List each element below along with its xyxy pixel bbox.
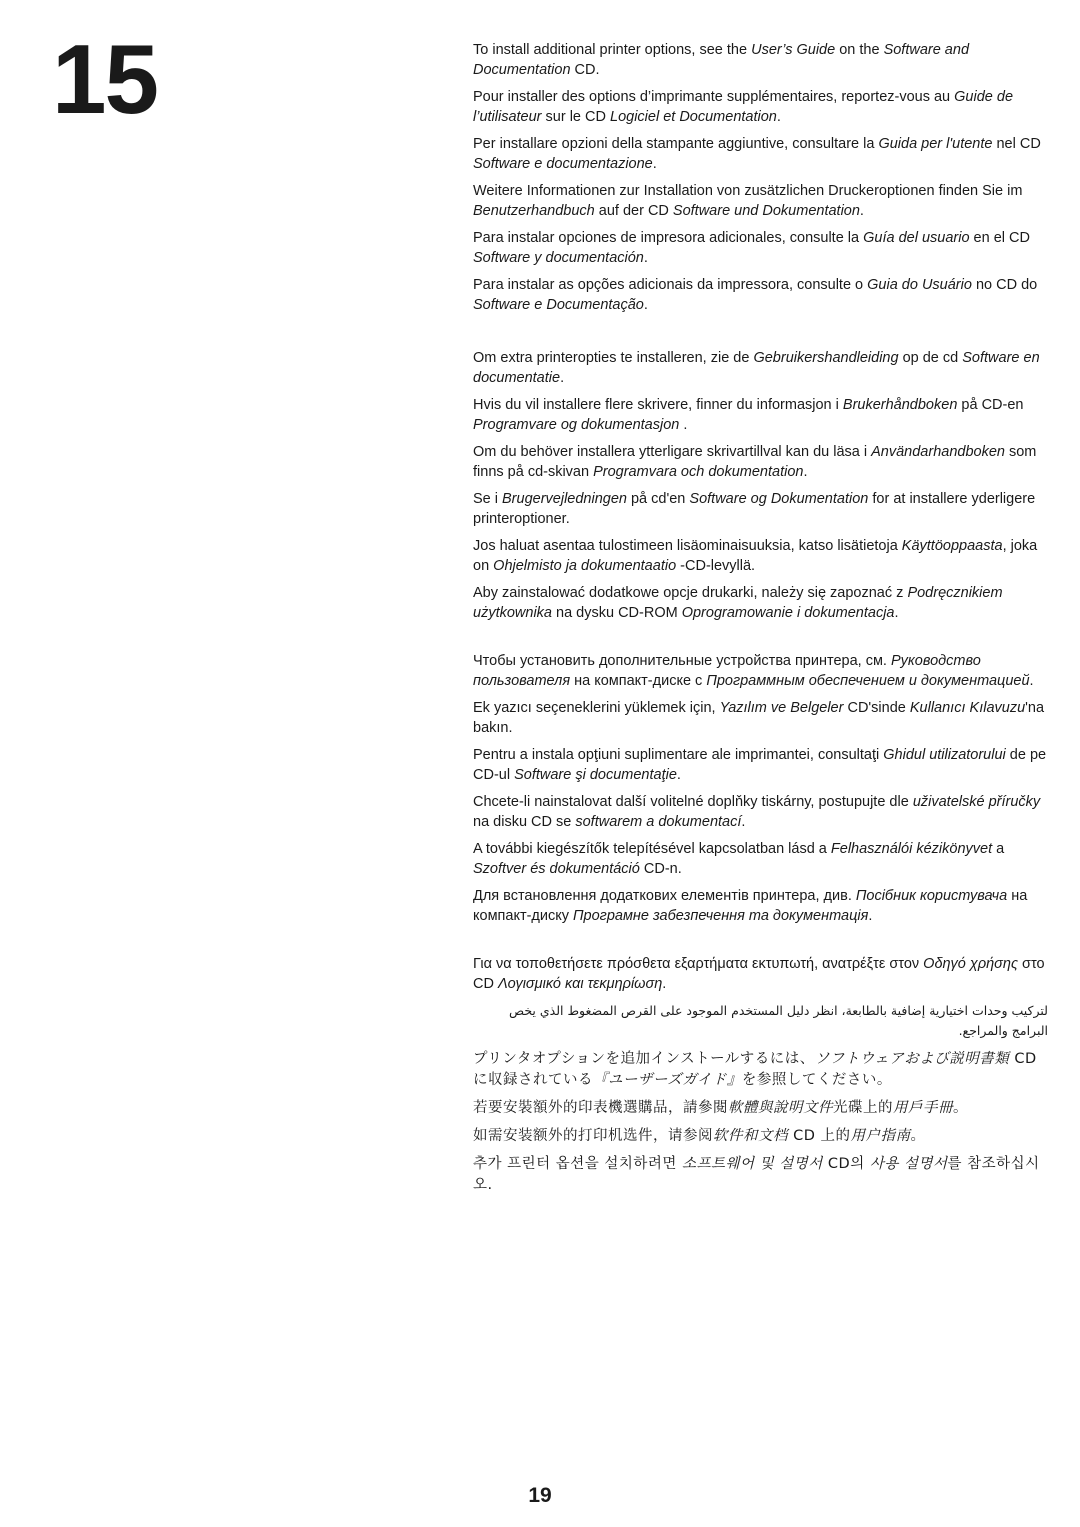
document-title-text: 소프트웨어 및 설명서: [682, 1156, 823, 1172]
paragraph-text: 如需安装额外的打印机选件，请参阅: [473, 1128, 713, 1144]
document-title-text: 軟體與說明文件: [728, 1100, 833, 1116]
paragraph-text: Weitere Informationen zur Installation von zusätzlichen Druckeroptionen finden Sie im: [473, 183, 1023, 199]
paragraph-text: 를 참조하십시오.: [473, 1156, 1040, 1193]
paragraph-text: 若要安裝額外的印表機選購品，請參閱: [473, 1100, 728, 1116]
paragraph-text: Jos haluat asentaa tulostimeen lisäominaisuuksia, katso lisätietoja: [473, 538, 902, 554]
instruction-paragraph-zh-TW: [473, 1098, 1048, 1119]
paragraph-text: Pentru a instala opţiuni suplimentare ale imprimantei, consultaţi: [473, 747, 884, 763]
document-title-text: Λογισμικό και τεκμηρίωση: [497, 976, 663, 992]
document-title-text: Användarhandboken: [871, 444, 1005, 460]
instruction-paragraph-zh-CN: [473, 1126, 1048, 1147]
document-title-text: Guida per l'utente: [878, 136, 993, 152]
step-number: 15: [52, 24, 158, 134]
paragraph-text: Чтобы установить дополнительные устройства принтера, см.: [473, 653, 891, 669]
instruction-paragraph-no: [473, 395, 1048, 435]
paragraph-text: de pe CD-ul: [473, 747, 1047, 783]
paragraph-text: .: [560, 370, 565, 386]
document-title-text: Ohjelmisto ja dokumentaatio: [493, 558, 677, 574]
paragraph-text: Se i: [473, 491, 503, 507]
paragraph-text: en el CD: [969, 230, 1030, 246]
paragraph-text: Para instalar as opções adicionais da impressora, consulte o: [473, 277, 868, 293]
instruction-paragraph-el: [473, 954, 1048, 994]
document-title-text: Käyttöoppaasta: [901, 538, 1003, 554]
document-title-text: Посібник користувача: [855, 888, 1008, 904]
document-title-text: Guia do Usuário: [867, 277, 972, 293]
paragraph-text: , joka on: [473, 538, 1038, 574]
document-title-text: Guide de l’utilisateur: [473, 89, 1014, 125]
paragraph-text: Aby zainstalować dodatkowe opcje drukarki, należy się zapoznać z: [473, 585, 908, 601]
paragraph-text: 光碟上的: [833, 1100, 893, 1116]
instruction-paragraph-tr: [473, 698, 1048, 738]
paragraph-text: на компакт-диску: [473, 888, 1028, 924]
instruction-paragraph-da: [473, 489, 1048, 529]
paragraph-text: .: [741, 814, 746, 830]
paragraph-text: CD-n.: [639, 861, 682, 877]
paragraph-text: 추가 프린터 옵션을 설치하려면: [473, 1156, 683, 1172]
paragraph-text: Pour installer des options d’imprimante supplémentaires, reportez-vous au: [473, 89, 955, 105]
paragraph-text: .: [652, 156, 657, 172]
instruction-paragraph-uk: [473, 886, 1048, 926]
page-number: 19: [528, 1484, 552, 1507]
paragraph-text: .: [868, 908, 873, 924]
document-title-text: User’s Guide: [751, 42, 836, 58]
document-title-text: Οδηγό χρήσης: [923, 956, 1019, 972]
instruction-paragraph-en: [473, 40, 1048, 80]
document-title-text: Software y documentación: [473, 250, 644, 266]
document-title-text: Software en documentatie: [473, 350, 1040, 386]
paragraph-text: To install additional printer options, see the: [473, 42, 752, 58]
document-title-text: Gebruikershandleiding: [753, 350, 899, 366]
instruction-paragraph-de: [473, 181, 1048, 221]
paragraph-text: Para instalar opciones de impresora adicionales, consulte la: [473, 230, 864, 246]
instruction-paragraph-pl: [473, 583, 1048, 623]
document-title-text: 用户指南: [850, 1128, 911, 1144]
document-title-text: Programvara och dokumentation: [593, 464, 804, 480]
document-title-text: Програмне забезпечення та документація: [573, 908, 869, 924]
document-title-text: Software und Dokumentation: [672, 203, 860, 219]
paragraph-text: .: [643, 297, 648, 313]
instruction-paragraph-nl: [473, 348, 1048, 388]
paragraph-text: Per installare opzioni della stampante aggiuntive, consultare la: [473, 136, 879, 152]
document-title-text: Podręcznikiem użytkownika: [473, 585, 1003, 621]
paragraph-text: auf der CD: [594, 203, 673, 219]
document-title-text: Руководство пользователя: [473, 653, 981, 689]
paragraph-text: Ek yazıcı seçeneklerini yüklemek için,: [473, 700, 720, 716]
paragraph-text: Chcete-li nainstalovat další volitelné doplňky tiskárny, postupujte dle: [473, 794, 913, 810]
paragraph-text: 。: [910, 1128, 926, 1144]
paragraph-text: на компакт-диске с: [570, 673, 707, 689]
paragraph-text: nel CD: [992, 136, 1041, 152]
paragraph-text: on the: [835, 42, 884, 58]
paragraph-text: لتركيب وحدات اختيارية إضافية بالطابعة، انظر دليل المستخدم الموجود على القرص المضغوط الذي يخص البرامج والمراجع.: [509, 1003, 1048, 1038]
instruction-paragraph-es: [473, 228, 1048, 268]
paragraph-text: を参照してください。: [741, 1072, 892, 1088]
paragraph-text: .: [803, 464, 808, 480]
document-title-text: softwarem a dokumentací: [575, 814, 742, 830]
document-title-text: Szoftver és dokumentáció: [473, 861, 640, 877]
paragraph-text: na dysku CD-ROM: [551, 605, 682, 621]
paragraph-text: no CD do: [971, 277, 1038, 293]
document-title-text: Benutzerhandbuch: [473, 203, 595, 219]
document-title-text: Brugervejledningen: [502, 491, 627, 507]
paragraph-text: .: [643, 250, 648, 266]
paragraph-text: Om extra printeropties te installeren, zie de: [473, 350, 754, 366]
paragraph-text: στο CD: [473, 956, 1045, 992]
paragraph-text: .: [679, 417, 688, 433]
paragraph-text: på CD-en: [957, 397, 1024, 413]
document-title-text: Guía del usuario: [863, 230, 970, 246]
paragraph-text: .: [662, 976, 667, 992]
paragraph-text: for at installere yderligere printeroptioner.: [473, 491, 1036, 527]
document-title-text: Software e Documentação: [473, 297, 644, 313]
paragraph-text: 'na bakın.: [473, 700, 1045, 736]
document-title-text: Software og Dokumentation: [689, 491, 869, 507]
document-title-text: Программным обеспечением и документацией: [706, 673, 1030, 689]
paragraph-text: CD의: [822, 1156, 870, 1172]
paragraph-text: Om du behöver installera ytterligare skrivartillval kan du läsa i: [473, 444, 872, 460]
instruction-paragraph-ko: [473, 1154, 1048, 1196]
document-title-text: Software e documentazione: [473, 156, 653, 172]
paragraph-text: a: [992, 841, 1005, 857]
document-title-text: Oprogramowanie i dokumentacja: [681, 605, 895, 621]
paragraph-text: CD 上的: [788, 1128, 851, 1144]
document-title-text: 사용 설명서: [869, 1156, 948, 1172]
instruction-paragraph-sv: [473, 442, 1048, 482]
paragraph-text: -CD-levyllä.: [676, 558, 756, 574]
document-title-text: Software and Documentation: [473, 42, 970, 78]
paragraph-text: CD に収録されている: [473, 1051, 1037, 1088]
document-title-text: Felhasználói kézikönyvet: [830, 841, 993, 857]
instructions-column: [473, 40, 1048, 1203]
paragraph-text: Для встановлення додаткових елементів принтера, див.: [473, 888, 856, 904]
paragraph-text: .: [1029, 673, 1034, 689]
paragraph-text: na disku CD se: [473, 814, 576, 830]
paragraph-text: på cd'en: [626, 491, 690, 507]
paragraph-text: Για να τοποθετήσετε πρόσθετα εξαρτήματα εκτυπωτή, ανατρέξτε στον: [473, 956, 924, 972]
instruction-paragraph-ar: [473, 1001, 1048, 1041]
document-title-text: Software şi documentaţie: [514, 767, 677, 783]
paragraph-text: CD.: [570, 62, 600, 78]
document-title-text: Ghidul utilizatorului: [883, 747, 1006, 763]
paragraph-text: CD'sinde: [843, 700, 910, 716]
document-title-text: 软件和文档: [713, 1128, 788, 1144]
instruction-paragraph-fr: [473, 87, 1048, 127]
paragraph-text: .: [676, 767, 681, 783]
paragraph-text: som finns på cd-skivan: [473, 444, 1037, 480]
document-title-text: Logiciel et Documentation: [610, 109, 777, 125]
document-title-text: Programvare og dokumentasjon: [473, 417, 680, 433]
document-title-text: Brukerhåndboken: [842, 397, 958, 413]
document-title-text: ソフトウェアおよび説明書類: [814, 1051, 1010, 1067]
paragraph-text: sur le CD: [541, 109, 610, 125]
paragraph-text: op de cd: [898, 350, 963, 366]
paragraph-text: 。: [953, 1100, 968, 1116]
instruction-paragraph-pt: [473, 275, 1048, 315]
instruction-paragraph-cs: [473, 792, 1048, 832]
paragraph-text: .: [859, 203, 864, 219]
paragraph-text: プリンタオプションを追加インストールするには、: [473, 1051, 815, 1067]
paragraph-text: Hvis du vil installere flere skrivere, finner du informasjon i: [473, 397, 843, 413]
instruction-paragraph-ro: [473, 745, 1048, 785]
instruction-paragraph-hu: [473, 839, 1048, 879]
instruction-paragraph-it: [473, 134, 1048, 174]
document-title-text: 用戶手冊: [893, 1100, 953, 1116]
document-title-text: Yazılım ve Belgeler: [719, 700, 844, 716]
paragraph-text: .: [776, 109, 781, 125]
document-title-text: uživatelské příručky: [912, 794, 1041, 810]
document-title-text: Kullanıcı Kılavuzu: [909, 700, 1026, 716]
instruction-paragraph-ru: [473, 651, 1048, 691]
paragraph-text: A további kiegészítők telepítésével kapcsolatban lásd a: [473, 841, 831, 857]
instruction-paragraph-ja: [473, 1049, 1048, 1091]
paragraph-text: .: [894, 605, 899, 621]
document-title-text: 『ユーザーズガイド』: [593, 1072, 742, 1088]
instruction-paragraph-fi: [473, 536, 1048, 576]
